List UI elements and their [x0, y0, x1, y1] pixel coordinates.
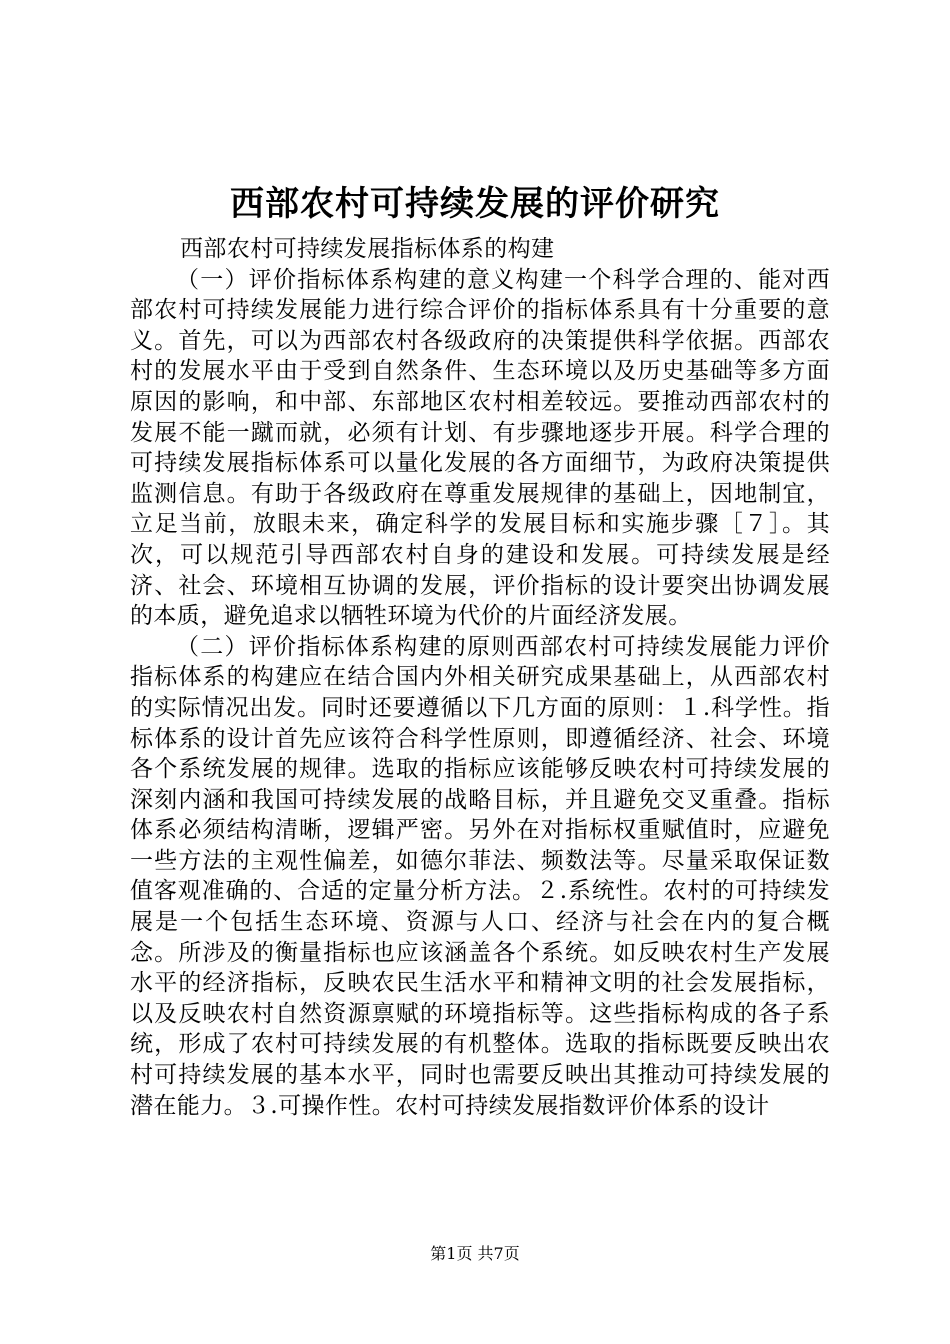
document-title: 西部农村可持续发展的评价研究 — [230, 184, 720, 224]
paragraph-significance: （一）评价指标体系构建的意义构建一个科学合理的、能对西部农村可持续发展能力进行综合评价的指标体系具有十分重要的意义。首先，可以为西部农村各级政府的决策提供科学依据。西部农村的发展水平由于受到自然条件、生态环境以及历史基础等多方面原因的影响，和中部、东部地区农村相差较远。要推动西部农村的发展不能一蹴而就，必须有计划、有步骤地逐步开展。科学合理的可持续发展指标体系可以量化发展的各方面细节，为政府决策提供监测信息。有助于各级政府在尊重发展规律的基础上，因地制宜，立足当前，放眼未来，确定科学的发展目标和实施步骤［７］。其次，可以规范引导西部农村自身的建设和发展。可持续发展是经济、社会、环境相互协调的发展，评价指标的设计要突出协调发展的本质，避免追求以牺牲环境为代价的片面经济发展。 — [130, 266, 830, 630]
section-heading: 西部农村可持续发展指标体系的构建 — [180, 236, 555, 262]
paragraph-principles: （二）评价指标体系构建的原则西部农村可持续发展能力评价指标体系的构建应在结合国内外相关研究成果基础上，从西部农村的实际情况出发。同时还要遵循以下几方面的原则：１.科学性。指标体系的设计首先应该符合科学性原则，即遵循经济、社会、环境各个系统发展的规律。选取的指标应该能够反映农村可持续发展的深刻内涵和我国可持续发展的战略目标，并且避免交叉重叠。指标体系必须结构清晰，逻辑严密。另外在对指标权重赋值时，应避免一些方法的主观性偏差，如德尔菲法、频数法等。尽量采取保证数值客观准确的、合适的定量分析方法。２.系统性。农村的可持续发展是一个包括生态环境、资源与人口、经济与社会在内的复合概念。所涉及的衡量指标也应该涵盖各个系统。如反映农村生产发展水平的经济指标，反映农民生活水平和精神文明的社会发展指标，以及反映农村自然资源禀赋的环境指标等。这些指标构成的各子系统，形成了农村可持续发展的有机整体。选取的指标既要反映出农村可持续发展的基本水平，同时也需要反映出其推动可持续发展的潜在能力。３.可操作性。农村可持续发展指数评价体系的设计 — [130, 633, 830, 1119]
page-number-footer: 第1页 共7页 — [430, 1244, 520, 1263]
document-body — [130, 234, 830, 1121]
